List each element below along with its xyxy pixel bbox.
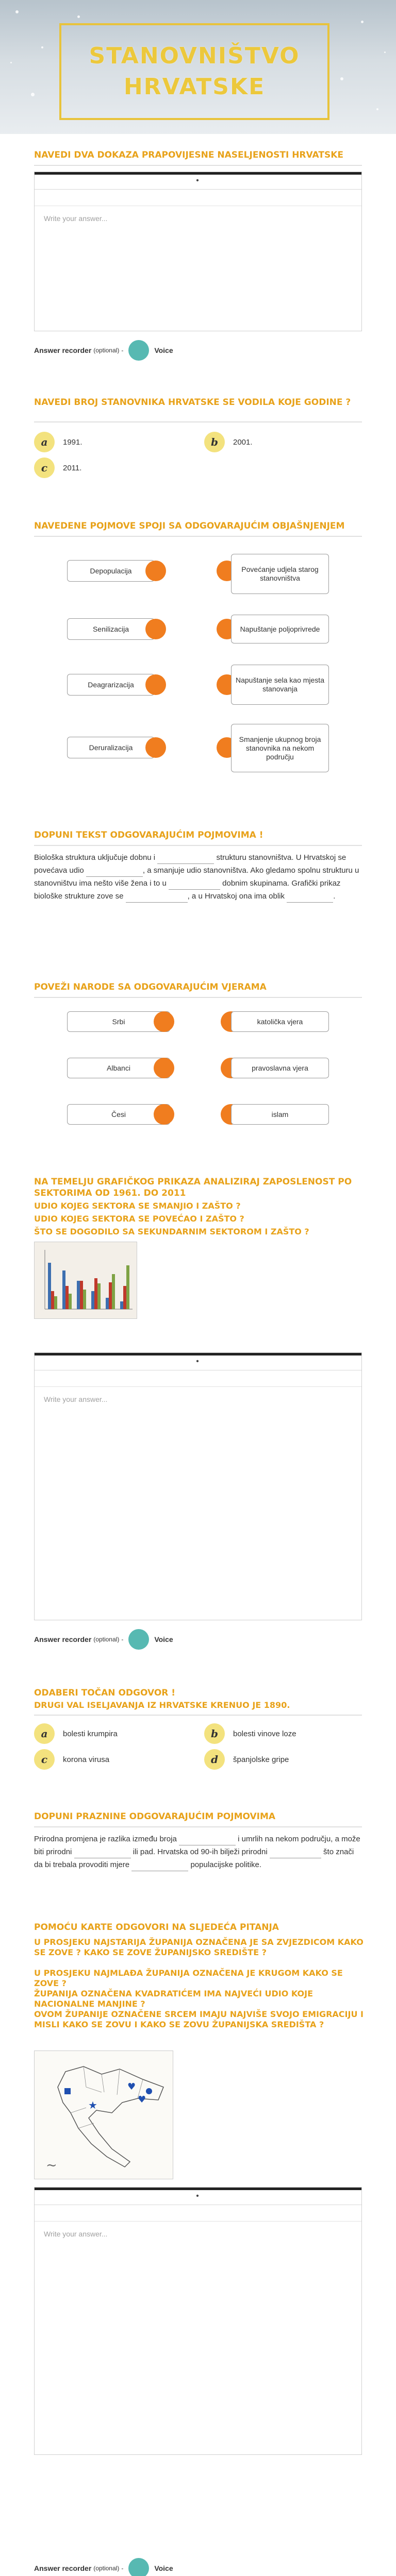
question-3-title: NAVEDENE POJMOVE SPOJI SA ODGOVARAJUĆIM OBJAŠNJENJEM [34,521,345,531]
match-left-item[interactable]: Česi [67,1104,170,1125]
answer-recorder-q6 [34,1629,173,1650]
answer-toolbar [35,2188,361,2205]
option-letter-badge: c [34,457,55,478]
question-7-sub: DRUGI VAL ISELJAVANJA IZ HRVATSKE KRENUO JE 1890. [34,1700,290,1710]
divider [34,845,362,846]
voice-label: Voice [154,346,173,354]
match-right-item[interactable]: pravoslavna vjera [231,1058,329,1078]
option-b[interactable] [204,1723,296,1744]
match-right-item[interactable]: islam [231,1104,329,1125]
recorder-label: Answer recorder [34,2564,92,2572]
text-segment: ili pad. Hrvatska od 90-ih bilježi prirodni [133,1848,268,1856]
text-segment: dobnim skupinama. Grafički prikaz biološke strukture zove se [34,879,341,901]
text-segment: populacijske politike. [190,1860,262,1869]
svg-text:♥: ♥ [138,2094,146,2105]
match-connector-dot[interactable] [154,1104,174,1125]
option-d[interactable] [204,1749,289,1770]
question-9-title: POMOĆU KARTE ODGOVORI NA SLJEDEĆA PITANJA [34,1922,279,1933]
option-letter-badge: a [34,1723,55,1744]
option-text: 2001. [233,437,253,447]
blank-input[interactable] [74,1849,131,1858]
answer-box-q6[interactable] [34,1352,362,1620]
option-text: bolesti vinove loze [233,1729,296,1738]
answer-input[interactable]: Write your answer... [44,214,108,223]
match-left-item[interactable]: Senilizacija [67,618,155,640]
header-banner [0,0,396,134]
match-right-item[interactable]: Napuštanje poljoprivrede [231,615,329,643]
text-segment: Biološka struktura uključuje dobnu i [34,853,156,862]
answer-recorder-q9 [34,2558,173,2576]
answer-box-q9[interactable] [34,2187,362,2455]
option-a[interactable] [34,1723,118,1744]
text-segment: i umrlih na nekom području, a može biti prirodni [34,1835,360,1856]
recorder-dash: - [121,1636,124,1643]
divider [34,997,362,998]
question-7-title: ODABERI TOČAN ODGOVOR ! [34,1688,176,1698]
option-c[interactable] [34,457,81,478]
recorder-dash: - [121,2565,124,2572]
recorder-label: Answer recorder [34,1635,92,1643]
voice-record-button[interactable] [128,2558,149,2576]
croatia-map-image [34,2050,173,2179]
match-connector-dot[interactable] [145,619,166,639]
recorder-optional: (optional) [93,1636,120,1643]
toolbar-bullet[interactable]: • [196,2192,200,2200]
match-left-item[interactable]: Albanci [67,1058,170,1078]
option-letter-badge: c [34,1749,55,1770]
page-title-line1: STANOVNIŠTVO [89,43,300,69]
option-text: 1991. [63,437,82,447]
question-6-line: UDIO KOJEG SEKTORA SE SMANJIO I ZAŠTO ? [34,1201,241,1211]
match-left-item[interactable]: Deagrarizacija [67,674,155,696]
match-right-item[interactable]: Napuštanje sela kao mjesta stanovanja [231,665,329,705]
match-connector-dot[interactable] [145,674,166,695]
option-c[interactable] [34,1749,109,1770]
divider [34,165,362,166]
option-letter-badge: b [204,432,225,452]
option-a[interactable] [34,432,82,452]
answer-box-q1[interactable] [34,172,362,331]
answer-toolbar [35,172,361,190]
recorder-dash: - [121,347,124,354]
divider [34,536,362,537]
option-letter-badge: b [204,1723,225,1744]
question-5-title: POVEŽI NARODE SA ODGOVARAJUĆIM VJERAMA [34,982,267,992]
match-connector-dot[interactable] [154,1058,174,1078]
divider [34,1715,362,1716]
title-frame [59,23,329,120]
match-left-item[interactable]: Depopulacija [67,560,155,582]
employment-chart-image [34,1242,137,1319]
blank-input[interactable] [86,868,143,877]
voice-label: Voice [154,1635,173,1643]
fill-in-paragraph [34,851,362,903]
divider [34,421,362,422]
question-4-title: DOPUNI TEKST ODGOVARAJUĆIM POJMOVIMA ! [34,830,263,840]
text-segment: , a smanjuje udio stanovništva. Ako gledamo spolnu strukturu u stanovništvu ima nešto više žena i to u [34,866,359,888]
question-1-title: NAVEDI DVA DOKAZA PRAPOVIJESNE NASELJENOSTI HRVATSKE [34,150,343,160]
recorder-label: Answer recorder [34,346,92,354]
answer-input[interactable]: Write your answer... [44,2230,108,2238]
match-right-item[interactable]: Povećanje udjela starog stanovništva [231,554,329,594]
blank-input[interactable] [169,880,220,890]
option-b[interactable] [204,432,253,452]
blank-input[interactable] [287,892,336,903]
divider [34,1826,362,1827]
match-left-item[interactable]: Deruralizacija [67,737,155,758]
text-segment: strukturu stanovništva. U Hrvatskoj se povećava udio [34,853,346,875]
blank-input[interactable] [270,1849,321,1858]
blank-input[interactable] [157,855,214,864]
match-right-item[interactable]: Smanjenje ukupnog broja stanovnika na nekom području [231,724,329,772]
text-segment: . [333,892,336,901]
recorder-optional: (optional) [93,2565,120,2572]
toolbar-bullet[interactable]: • [196,1357,200,1366]
question-9-line: OVOM ŽUPANIJE OZNAČENE SRCEM IMAJU NAJVIŠE SVOJO EMIGRACIJU I MISLI KAKO SE ZOVU I KAKO SE ZOVU ŽUPANIJSKA SREDIŠTA ? [34,2009,364,2029]
toolbar-bullet[interactable]: • [196,176,200,185]
question-2-title: NAVEDI BROJ STANOVNIKA HRVATSKE SE VODILA KOJE GODINE ? [34,397,351,408]
answer-recorder-q1 [34,340,173,361]
svg-text:★: ★ [88,2099,97,2111]
voice-label: Voice [154,2564,173,2572]
page-title-line2: HRVATSKE [123,74,266,100]
question-9-line: U PROSJEKU NAJMLAĐA ŽUPANIJA OZNAČENA JE KRUGOM KAKO SE ZOVE ? [34,1968,343,1988]
recorder-optional: (optional) [93,347,120,354]
blank-input[interactable] [131,1862,188,1871]
blank-input[interactable] [179,1836,236,1845]
match-right-item[interactable]: katolička vjera [231,1011,329,1032]
svg-text:♥: ♥ [127,2081,136,2092]
option-text: 2011. [63,463,82,472]
blank-input[interactable] [126,893,188,903]
question-6-line: ŠTO SE DOGODILO SA SEKUNDARNIM SEKTOROM I ZAŠTO ? [34,1227,309,1236]
match-left-item[interactable]: Srbi [67,1011,170,1032]
option-text: bolesti krumpira [63,1729,118,1738]
fill-in-paragraph [34,1833,362,1871]
match-connector-dot[interactable] [145,561,166,581]
question-9-line: ŽUPANIJA OZNAČENA KVADRATIĆEM IMA NAJVEĆI UDIO KOJE NACIONALNE MANJINE ? [34,1989,314,2009]
square-marker [64,2088,71,2094]
answer-input[interactable]: Write your answer... [44,1395,108,1403]
question-6-title: NA TEMELJU GRAFIČKOG PRIKAZA ANALIZIRAJ ZAPOSLENOST PO SEKTORIMA OD 1961. DO 2011 [34,1177,352,1198]
answer-toolbar [35,1353,361,1370]
option-text: španjolske gripe [233,1755,289,1764]
question-6-line: UDIO KOJEG SEKTORA SE POVEĆAO I ZAŠTO ? [34,1214,244,1224]
text-segment: Prirodna promjena je razlika između broja [34,1835,177,1843]
option-letter-badge: d [204,1749,225,1770]
question-9-line: U PROSJEKU NAJSTARIJA ŽUPANIJA OZNAČENA JE SA ZVJEZDICOM KAKO SE ZOVE ? KAKO SE ZOVE ŽUPANIJSKO SREDIŠTE ? [34,1937,364,1957]
text-segment: , a u Hrvatskoj ona ima oblik [187,892,285,901]
question-8-title: DOPUNI PRAZNINE ODGOVARAJUĆIM POJMOVIMA [34,1811,276,1822]
text-segment: što znači da bi trebala provoditi mjere [34,1848,354,1869]
match-connector-dot[interactable] [154,1011,174,1032]
option-letter-badge: a [34,432,55,452]
voice-record-button[interactable] [128,340,149,361]
option-text: korona virusa [63,1755,110,1764]
svg-text:~: ~ [46,2158,57,2173]
voice-record-button[interactable] [128,1629,149,1650]
match-connector-dot[interactable] [145,737,166,758]
